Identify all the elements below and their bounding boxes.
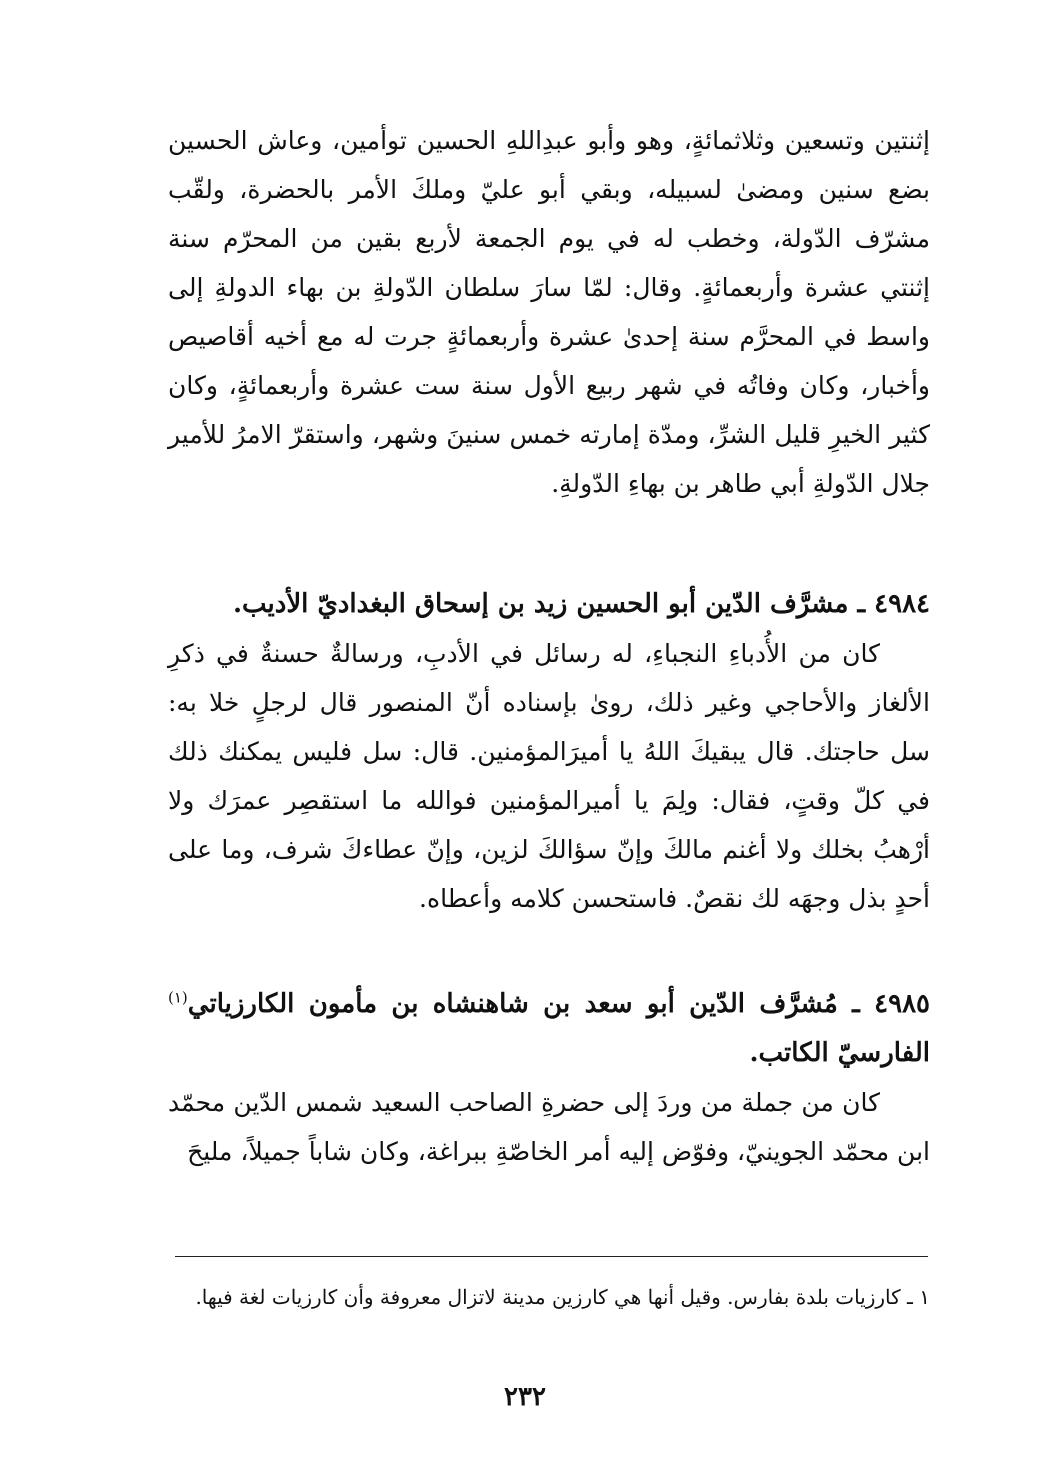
entry-number: ٤٩٨٥ <box>874 989 930 1019</box>
biography-entry-4984 <box>168 580 930 923</box>
entry-separator: ـ <box>848 589 875 619</box>
entry-heading <box>168 980 930 1078</box>
footnote-divider <box>175 1256 928 1257</box>
entry-title: مشرَّف الدّين أبو الحسين زيد بن إسحاق البغداديّ الأديب. <box>232 589 849 619</box>
biography-entry-4985 <box>168 980 930 1176</box>
entry-title-continued: الفارسيّ الكاتب. <box>749 1038 930 1068</box>
entry-title: مُشرَّف الدّين أبو سعد بن شاهنشاه بن مأمون الكارزياتي <box>187 989 838 1019</box>
footnote <box>168 1278 930 1316</box>
entry-body: كان من جملة من وردَ إلى حضرةِ الصاحب السعيد شمس الدّين محمّد ابن محمّد الجوينيّ، وفوّض إليه أمر الخاصّةِ ببراغة، وكان شاباً جميلاً، مليحَ <box>168 1088 930 1166</box>
entry-heading <box>168 580 930 629</box>
intro-paragraph <box>168 116 930 508</box>
entry-body: كان من الأُدباءِ النجباءِ، له رسائل في الأدبِ، ورسالةٌ حسنةٌ في ذكرِ الألغاز والأحاجي وغير ذلك، روىٰ بإسناده أنّ المنصور قال لرجلٍ خلا به: سل حاجتك. قال يبقيكَ اللهُ يا أميرَالمؤمنين. قال: سل فليس يمكنك ذلك في كلّ وقتٍ، فقال: ولِمَ يا أميرالمؤمنين فوالله ما استقصِر عمرَك ولا أرْهبُ بخلك ولا أغنم مالكَ وإنّ سؤالكَ لزين، وإنّ عطاءكَ شرف، وما على أحدٍ بذل وجهَه لك نقصٌ. فاستحسن كلامه وأعطاه. <box>168 639 930 913</box>
entry-number: ٤٩٨٤ <box>874 589 930 619</box>
page-number: ٢٣٢ <box>504 1382 546 1412</box>
footnote-reference[interactable]: (١) <box>168 988 188 1007</box>
entry-separator: ـ <box>837 989 875 1019</box>
footnote-text: ١ ـ كارزيات بلدة بفارس. وقيل أنها هي كارزين مدينة لاتزال معروفة وأن كارزيات لغة فيها. <box>195 1285 930 1309</box>
intro-paragraph-text: إثنتين وتسعين وثلاثمائةٍ، وهو وأبو عبدِاللهِ الحسين توأمين، وعاش الحسين بضع سنين ومضىٰ لسبيله، وبقي أبو عليّ وملكَ الأمر بالحضرة، ولقّب مشرّف الدّولة، وخطب له في يوم الجمعة لأربع بقين من المحرّم سنة إثنتي عشرة وأربعمائةٍ. وقال: لمّا سارَ سلطان الدّولةِ بن بهاء الدولةِ إلى واسط في المحرَّم سنة إحدىٰ عشرة وأربعمائةٍ جرت له مع أخيه أقاصيص وأخبار، وكان وفاتُه في شهر ربيع الأول سنة ست عشرة وأربعمائةٍ، وكان كثير الخيرِ قليل الشرِّ، ومدّة إمارته خمس سنينَ وشهر، واستقرّ الامرُ للأمير جلال الدّولةِ أبي طاهر بن بهاءِ الدّولةِ. <box>168 126 930 498</box>
